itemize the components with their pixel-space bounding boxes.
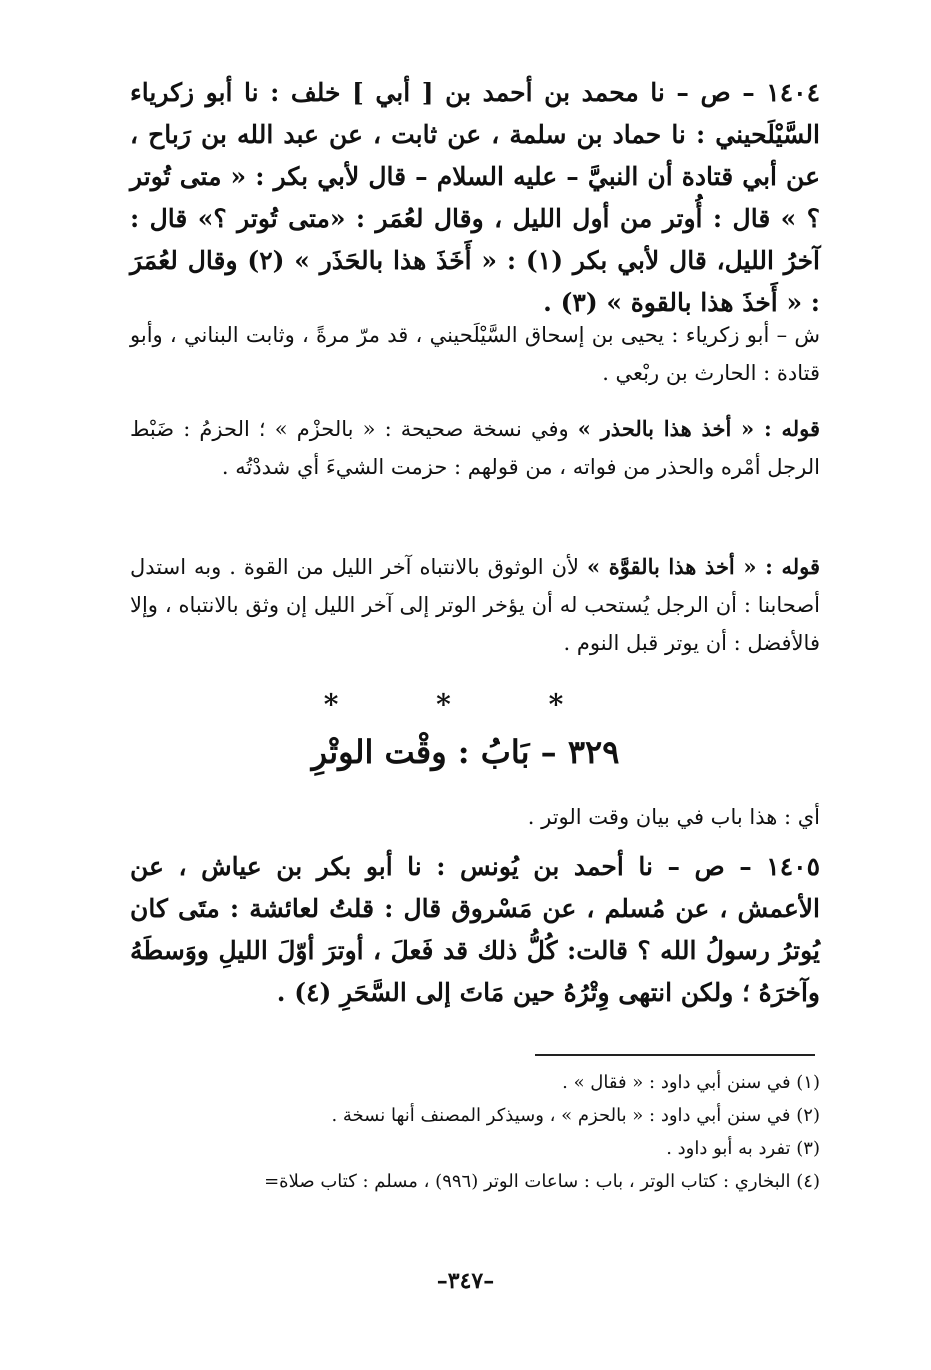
commentary-hadhar-label: قوله : « أخذ هذا بالحذر » [577, 416, 820, 441]
section-separator: * * * [323, 688, 608, 721]
hadith-1405 [130, 846, 820, 1014]
commentary-hadhar [130, 410, 820, 486]
footnote-1: (١) في سنن أبي داود : « فقال » . [562, 1072, 820, 1093]
footnotes [130, 1066, 820, 1198]
commentary-quwwa-label: قوله : « أخذ هذا بالقوَّة » [586, 554, 820, 579]
footnote-3: (٣) تفرد به أبو داود . [666, 1138, 820, 1159]
commentary-quwwa-text: لأن الوثوق بالانتباه آخر الليل من القوة . وبه استدل أصحابنا : أن الرجل يُستحب له أن يؤخر الوتر إلى آخر الليل إن وثق بالانتباه ، وإلا فالأفضل : أن يوتر قبل النوم . [130, 555, 820, 655]
commentary-hadhar-text: وفي نسخة صحيحة : « بالحزْم » ؛ الحزمُ : ضَبْط الرجل أمْره والحذر من فواته ، من قولهم : حزمت الشيءَ أي شددْتُه . [130, 417, 820, 479]
hadith-1405-text: ١٤٠٥ – ص – نا أحمد بن يُونس : نا أبو بكر بن عياش ، عن الأعمش ، عن مُسلم ، عن مَسْروق قال : قلتُ لعائشة : متَى كان يُوترُ رسولُ الله ؟ قالت: كُلُّ ذلك قد فَعلَ ، أوترَ أوّلَ الليلِ ووَسطَهُ وآخرَهُ ؛ ولكن انتهى وِتْرُهُ حين مَاتَ إلى السَّحَرِ (٤) . [130, 852, 820, 1007]
chapter-title: ٣٢٩ – بَابُ : وقْت الوتْرِ [311, 733, 620, 771]
footnote-2: (٢) في سنن أبي داود : « بالحزم » ، وسيذكر المصنف أنها نسخة . [331, 1105, 820, 1126]
chapter-explanation [130, 798, 820, 836]
footnote-divider [535, 1054, 815, 1056]
page-number: –٣٤٧– [436, 1268, 495, 1294]
hadith-1404-text: ١٤٠٤ – ص – نا محمد بن أحمد بن [ أبي ] خلف : نا أبو زكرياء السَّيْلَحيني : نا حماد بن سلمة ، عن ثابت ، عن عبد الله بن رَباح ، عن أبي قتادة أن النبيَّ – عليه السلام – قال لأبي بكر : « متى تُوتر ؟ » قال : أُوتر من أول الليل ، وقال لعُمَر : «متى تُوتر ؟» قال : آخرُ الليل، قال لأبي بكر (١) : « أَخَذَ هذا بالحَذَر » (٢) وقال لعُمَرَ : « أَخذَ هذا بالقوة » (٣) . [130, 78, 820, 317]
commentary-narrators [130, 316, 820, 392]
hadith-1404 [130, 72, 820, 324]
chapter-explanation-text: أي : هذا باب في بيان وقت الوتر . [527, 805, 820, 829]
footnote-4: (٤) البخاري : كتاب الوتر ، باب : ساعات الوتر (٩٩٦) ، مسلم : كتاب صلاة= [264, 1171, 820, 1192]
commentary-narrators-text: ش – أبو زكرياء : يحيى بن إسحاق السَّيْلَحيني ، قد مرّ مرةً ، وثابت البناني ، وأبو قتادة : الحارث بن ربْعي . [130, 323, 820, 385]
commentary-quwwa [130, 548, 820, 662]
